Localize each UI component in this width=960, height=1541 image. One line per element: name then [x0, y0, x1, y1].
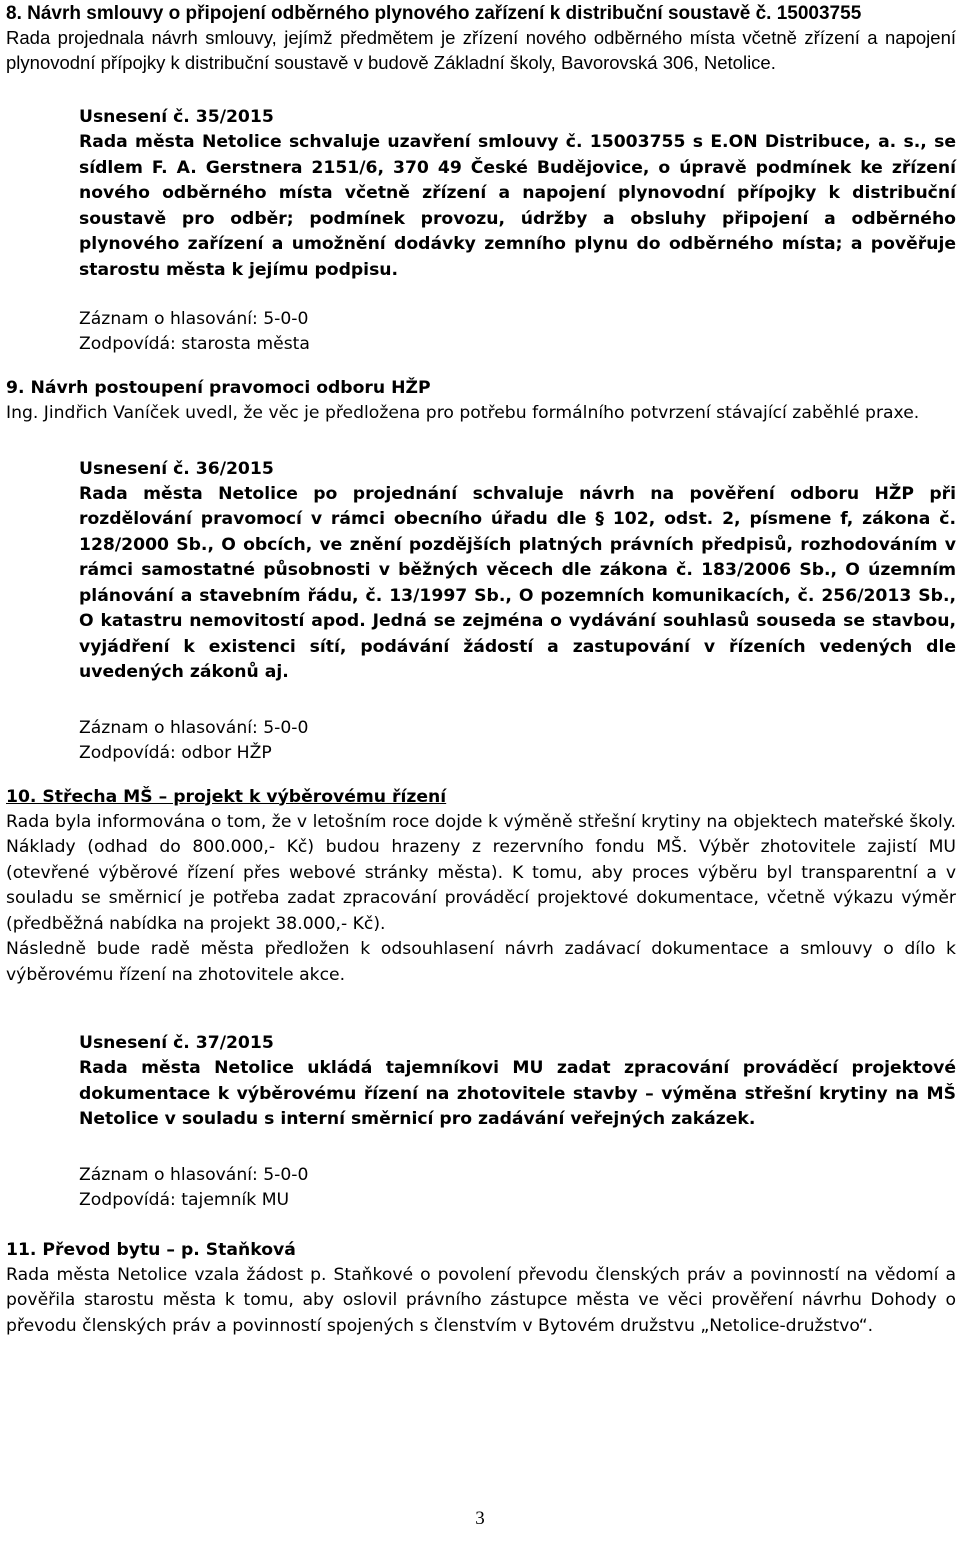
- document-page: [6, 0, 956, 1339]
- section-11-title: 11. Převod bytu – p. Staňková: [6, 1239, 296, 1260]
- resolution-37-text: Rada města Netolice ukládá tajemníkovi MU zadat zpracování prováděcí projektové dokumentace k výběrovému řízení na zhotovitele stavby – výměna střešní krytiny na MŠ Netolice v souladu s interní směrnicí pro zadávání veřejných zakázek.: [79, 1058, 956, 1129]
- section-11-text: Rada města Netolice vzala žádost p. Staňkové o povolení převodu členských práv a povinností na vědomí a pověřila starostu města k tomu, aby oslovil právního zástupce města ve věci prověření návrhu Dohody o převodu členských práv a povinností spojených s členstvím v Bytovém družstvu „Netolice-družstvo“.: [6, 1264, 956, 1336]
- resolution-36: [79, 457, 956, 766]
- resolution-35: [79, 105, 956, 357]
- resolution-37: [79, 1031, 956, 1213]
- resolution-35-text: Rada města Netolice schvaluje uzavření smlouvy č. 15003755 s E.ON Distribuce, a. s., se sídlem F. A. Gerstnera 2151/6, 370 49 České Budějovice, o úpravě podmínek ke zřízení nového odběrného místa včetně zřízení a napojení plynovodní přípojky k distribuční soustavě pro odběr; podmínek provozu, údržby a obsluhy připojení a odběrného plynového zařízení a umožnění dodávky zemního plynu do odběrného místa; a pověřuje starostu města k jejímu podpisu.: [79, 132, 956, 280]
- resolution-35-heading: Usnesení č. 35/2015: [79, 107, 274, 127]
- section-10-title: 10. Střecha MŠ – projekt k výběrovému řízení: [6, 786, 447, 807]
- section-8-text: Rada projednala návrh smlouvy, jejímž předmětem je zřízení nového odběrného místa včetně zřízení a napojení plynovodní přípojky k distribuční soustavě v budově Základní školy, Bavorovská 306, Netolice.: [6, 27, 956, 73]
- section-10-text-1: Rada byla informována o tom, že v letošním roce dojde k výměně střešní krytiny na objektech mateřské školy. Náklady (odhad do 800.000,- Kč) budou hrazeny z rezervního fondu MŠ. Výběr zhotovitele zajistí MU (otevřené výběrové řízení přes webové stránky města). K tomu, aby proces výběru byl transparentní a v souladu se směrnicí je potřeba zadat zpracování prováděcí projektové dokumentace, včetně výkazu výměr (předběžná nabídka na projekt 38.000,- Kč).: [6, 811, 956, 934]
- section-11: [6, 1238, 956, 1340]
- resolution-36-responsible: Zodpovídá: odbor HŽP: [79, 742, 272, 763]
- section-8-title: 8. Návrh smlouvy o připojení odběrného plynového zařízení k distribuční soustavě č. 15003755: [6, 3, 862, 24]
- section-8: [6, 0, 956, 357]
- resolution-35-vote: Záznam o hlasování: 5-0-0: [79, 309, 309, 329]
- resolution-36-vote: Záznam o hlasování: 5-0-0: [79, 717, 309, 738]
- page-number: 3: [475, 1508, 485, 1529]
- resolution-35-responsible: Zodpovídá: starosta města: [79, 334, 310, 354]
- resolution-37-vote: Záznam o hlasování: 5-0-0: [79, 1164, 309, 1185]
- section-10-text-2: Následně bude radě města předložen k odsouhlasení návrh zadávací dokumentace a smlouvy o dílo k výběrovému řízení na zhotovitele akce.: [6, 939, 956, 985]
- section-9-title: 9. Návrh postoupení pravomoci odboru HŽP: [6, 378, 431, 398]
- resolution-36-heading: Usnesení č. 36/2015: [79, 458, 274, 479]
- section-9-text: Ing. Jindřich Vaníček uvedl, že věc je předložena pro potřebu formálního potvrzení stávající zaběhlé praxe.: [6, 403, 920, 423]
- section-9: [6, 376, 956, 766]
- resolution-36-text: Rada města Netolice po projednání schvaluje návrh na pověření odboru HŽP při rozdělování pravomocí v rámci obecního úřadu dle § 102, odst. 2, písmene f, zákona č. 128/2000 Sb., O obcích, ve znění pozdějších platných právních předpisů, rozhodováním v rámci samostatné působnosti v běžných věcech dle zákona č. 183/2006 Sb., O územním plánování a stavebním řádu, č. 13/1997 Sb., O pozemních komunikacích, č. 256/2013 Sb., O katastru nemovitostí apod. Jedná se zejména o vydávání souhlasů souseda se stavbou, vyjádření k existenci sítí, podávání žádostí a zastupování v řízeních vedených dle uvedených zákonů aj.: [79, 483, 956, 682]
- resolution-37-responsible: Zodpovídá: tajemník MU: [79, 1189, 290, 1210]
- section-10: [6, 785, 956, 1213]
- resolution-37-heading: Usnesení č. 37/2015: [79, 1033, 274, 1053]
